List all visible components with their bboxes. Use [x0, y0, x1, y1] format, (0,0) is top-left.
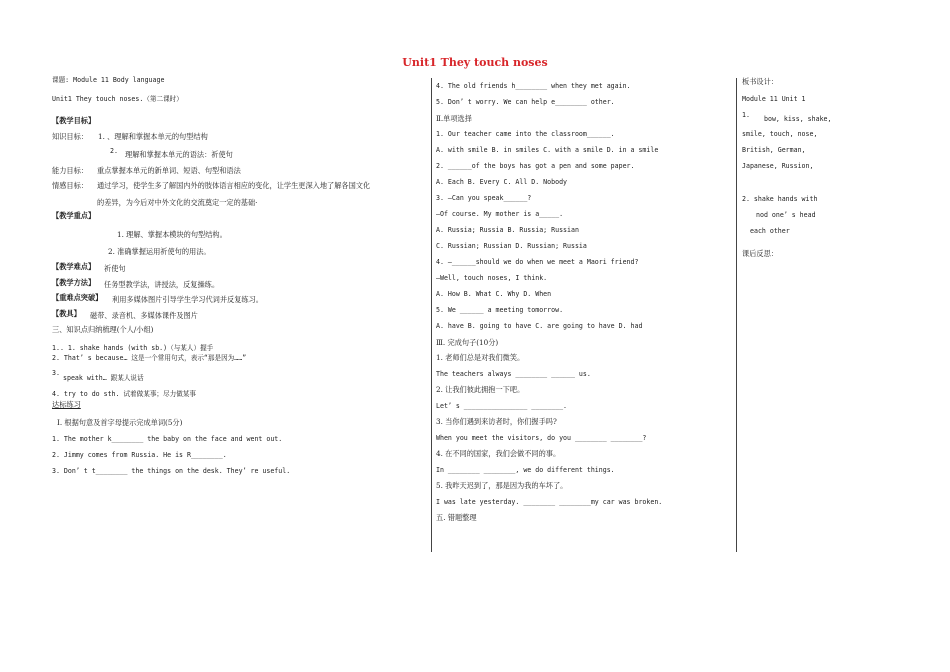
- exercise-1-q2: 2. Jimmy comes from Russia. He is R________.: [52, 451, 227, 459]
- sentence-5-chinese: 5. 我昨天迟到了，那是因为我的车坏了。: [436, 481, 568, 490]
- goals-header: 【教学目标】: [52, 116, 96, 125]
- exercise-1-q5: 5. Don’ t worry. We can help e________ other.: [436, 98, 615, 106]
- method-label: 【教学方法】: [52, 278, 96, 287]
- section-3-title: Ⅲ. 完成句子(10分): [436, 338, 499, 347]
- breakthrough-text: 利用多媒体图片引导学生学习代词并反复练习。: [112, 295, 263, 304]
- sentence-3-chinese: 3. 当你们遇到来访者时，你们握手吗?: [436, 417, 557, 426]
- knowledge-point-3-num: 3.: [52, 369, 60, 377]
- sentence-5-english: I was late yesterday. ________ ________my car was broken.: [436, 498, 663, 506]
- column-divider-right: [736, 78, 737, 552]
- emotion-goal-line-2: 的差异，为今后对中外文化的交流奠定一定的基础·: [97, 198, 258, 207]
- tools-text: 磁带、录音机、多媒体课件及图片: [90, 311, 198, 320]
- section-5-header: 五. 错题整理: [436, 513, 477, 522]
- emotion-label: 情感目标：: [52, 181, 88, 190]
- mc-q3-reply: —Of course. My mother is a_____.: [436, 210, 564, 218]
- emotion-goal-line-1: 通过学习，使学生多了解国内外的肢体语言相应的变化，让学生更深入地了解各国文化: [97, 181, 371, 190]
- page-title: Unit1 They touch noses: [402, 56, 548, 69]
- mc-q3-options-ab: A. Russia; Russia B. Russia; Russian: [436, 226, 579, 234]
- knowledge-point-4: 4. try to do sth. 试着做某事；尽力做某事: [52, 390, 196, 398]
- board-item-2-line-2: nod one’ s head: [756, 211, 816, 219]
- key-point-2: 2. 准确掌握运用祈使句的用法。: [108, 247, 211, 256]
- knowledge-label: 知识目标：: [52, 132, 88, 141]
- column-divider-left: [431, 78, 432, 552]
- key-point-1: 1. 理解、掌握本模块的句型结构。: [117, 230, 227, 239]
- mc-q5-options: A. have B. going to have C. are going to have D. had: [436, 322, 643, 330]
- sentence-4-chinese: 4. 在不同的国家，我们会做不同的事。: [436, 449, 561, 458]
- exercise-1-q4: 4. The old friends h________ when they met again.: [436, 82, 631, 90]
- exercise-1-header: Ⅰ. 根据句意及首字母提示完成单词(5分): [57, 418, 183, 427]
- ability-label: 能力目标：: [52, 166, 88, 175]
- lesson-subtitle: Unit1 They touch noses.（第二课时）: [52, 95, 183, 103]
- knowledge-goal-2: 理解和掌握本单元的语法：祈使句: [125, 150, 233, 159]
- mc-q3-options-cd: C. Russian; Russian D. Russian; Russia: [436, 242, 587, 250]
- knowledge-goal-2-num: 2.: [110, 147, 118, 155]
- lesson-topic: 课题: Module 11 Body language: [52, 76, 165, 84]
- sentence-1-chinese: 1. 老师们总是对我们微笑。: [436, 353, 525, 362]
- sentence-2-english: Let’ s ________________ ________.: [436, 402, 568, 410]
- board-words-row-2: smile, touch, nose,: [742, 130, 818, 138]
- difficulty-label: 【教学难点】: [52, 262, 96, 271]
- board-words-row-4: Japanese, Russion,: [742, 162, 814, 170]
- board-module: Module 11 Unit 1: [742, 95, 806, 103]
- board-design-label: 板书设计：: [742, 77, 778, 86]
- knowledge-point-2: 2. That’ s because… 这是一个常用句式，表示“那是因为……”: [52, 354, 247, 362]
- knowledge-point-1: 1.. 1. shake hands (with sb.)（与某人）握手: [52, 344, 214, 352]
- reflection-label: 课后反思：: [742, 249, 778, 258]
- exercise-1-q1: 1. The mother k________ the baby on the face and went out.: [52, 435, 283, 443]
- mc-q3: 3. —Can you speak______?: [436, 194, 532, 202]
- board-item-2-line-3: each other: [750, 227, 790, 235]
- knowledge-point-3: speak with… 跟某人说话: [63, 374, 144, 382]
- sentence-2-chinese: 2. 让我们彼此拥抱一下吧。: [436, 385, 525, 394]
- breakthrough-label: 【重难点突破】: [52, 293, 103, 302]
- method-text: 任务型教学法，讲授法，反复操练。: [104, 280, 220, 289]
- exercise-1-q3: 3. Don’ t t________ the things on the desk. They’ re useful.: [52, 467, 291, 475]
- mc-q1-options: A. with smile B. in smiles C. with a smile D. in a smile: [436, 146, 659, 154]
- section-2-header: Ⅱ.单项选择: [436, 114, 472, 123]
- knowledge-goal-1: 1. 、理解和掌握本单元的句型结构: [98, 132, 208, 141]
- board-item-2: 2. shake hands with: [742, 195, 818, 203]
- sentence-1-english: The teachers always ________ ______ us.: [436, 370, 591, 378]
- tools-label: 【教具】: [52, 309, 81, 318]
- difficulty-text: 祈使句: [104, 264, 126, 273]
- sentence-4-english: In ________ ________, we do different things.: [436, 466, 615, 474]
- mc-q1: 1. Our teacher came into the classroom______.: [436, 130, 615, 138]
- section-3-header: 三、知识点归纳梳理(个人/小组): [52, 325, 154, 334]
- sentence-3-english: When you meet the visitors, do you ________ ________?: [436, 434, 647, 442]
- practice-header: 达标练习: [52, 400, 81, 409]
- ability-goal: 重点掌握本单元的新单词、短语、句型和语法: [97, 166, 241, 175]
- key-header: 【教学重点】: [52, 211, 96, 220]
- mc-q4: 4. —______should we do when we meet a Maori friend?: [436, 258, 639, 266]
- board-words-row-3: British, German,: [742, 146, 806, 154]
- mc-q4-reply: —Well, touch noses, I think.: [436, 274, 548, 282]
- mc-q4-options: A. How B. What C. Why D. When: [436, 290, 552, 298]
- board-words-row-1: bow, kiss, shake,: [764, 115, 832, 123]
- board-item-1-num: 1.: [742, 111, 750, 119]
- mc-q5: 5. We ______ a meeting tomorrow.: [436, 306, 564, 314]
- mc-q2-options: A. Each B. Every C. All D. Nobody: [436, 178, 568, 186]
- mc-q2: 2. ______of the boys has got a pen and some paper.: [436, 162, 635, 170]
